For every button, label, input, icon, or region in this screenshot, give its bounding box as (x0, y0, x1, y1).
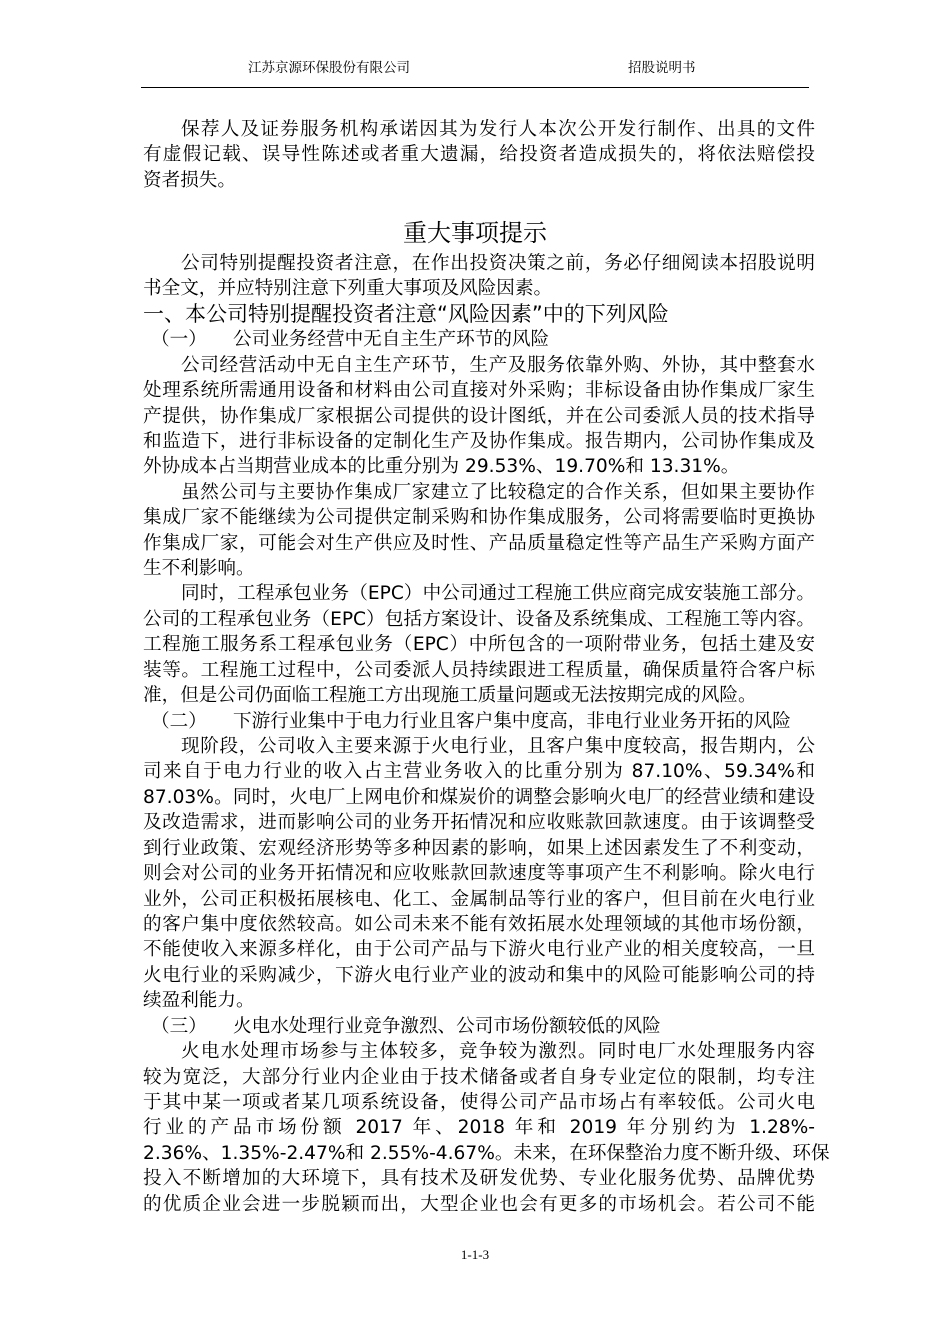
paragraph-line: 火电水处理市场参与主体较多，竞争较为激烈。同时电厂水处理服务内容 (181, 1041, 815, 1063)
subsection-title: 公司业务经营中无自主生产环节的风险 (233, 329, 550, 351)
paragraph-line: 司来自于电力行业的收入占主营业务收入的比重分别为 87.10%、59.34%和 (143, 761, 815, 783)
paragraph-line: 2.36%、1.35%-2.47%和 2.55%-4.67%。未来，在环保整治力度不断升级、环保 (143, 1142, 830, 1164)
paragraph-line: 书全文，并应特别注意下列重大事项及风险因素。 (143, 278, 553, 300)
paragraph-line: 业外，公司正积极拓展核电、化工、金属制品等行业的客户，但目前在火电行业 (143, 888, 815, 910)
document-body (143, 251, 830, 1217)
subsection-number: （二） (151, 710, 207, 732)
paragraph-line: 装等。工程施工过程中，公司委派人员持续跟进工程质量，确保质量符合客户标 (143, 659, 815, 681)
paragraph-line: 工程施工服务系工程承包业务（EPC）中所包含的一项附带业务，包括土建及安 (143, 634, 815, 656)
subsection-title: 火电水处理行业竞争激烈、公司市场份额较低的风险 (233, 1015, 661, 1037)
paragraph-line: 现阶段，公司收入主要来源于火电行业，且客户集中度较高，报告期内，公 (181, 736, 815, 758)
paragraph-line: 公司的工程承包业务（EPC）包括方案设计、设备及系统集成、工程施工等内容。 (143, 608, 815, 630)
subsection-heading (143, 709, 815, 734)
header-company-name: 江苏京源环保股份有限公司 (248, 60, 410, 76)
paragraph-line: 较为宽泛，大部分行业内企业由于技术储备或者自身专业定位的限制，均专注 (143, 1066, 815, 1088)
header-document-title: 招股说明书 (628, 60, 696, 76)
paragraph-line: 公司特别提醒投资者注意，在作出投资决策之前，务必仔细阅读本招股说明 (181, 253, 815, 274)
paragraph-line: 到行业政策、宏观经济形势等多种因素的影响，如果上述因素发生了不利变动， (143, 837, 815, 859)
subsection-title: 下游行业集中于电力行业且客户集中度高，非电行业业务开拓的风险 (233, 710, 791, 732)
paragraph-line: 火电行业的采购减少，下游火电行业产业的波动和集中的风险可能影响公司的持 (143, 964, 815, 986)
paragraph-line: 公司经营活动中无自主生产环节，生产及服务依靠外购、外协，其中整套水 (181, 354, 815, 376)
header-divider (141, 87, 809, 88)
paragraph-line: 不能使收入来源多样化，由于公司产品与下游火电行业产业的相关度较高，一旦 (143, 939, 815, 961)
paragraph (143, 480, 815, 582)
paragraph-line: 和监造下，进行非标设备的定制化生产及协作集成。报告期内，公司协作集成及 (143, 430, 815, 452)
paragraph-line: 产提供，协作集成厂家根据公司提供的设计图纸，并在公司委派人员的技术指导 (143, 405, 815, 427)
paragraph-line: 投入不断增加的大环境下，具有技术及研发优势、专业化服务优势、品牌优势 (143, 1168, 815, 1190)
paragraph-line: 行业的产品市场份额 2017 年、2018 年和 2019 年分别约为 1.28%- (143, 1117, 815, 1139)
paragraph-line: 的优质企业会进一步脱颖而出，大型企业也会有更多的市场机会。若公司不能 (143, 1193, 815, 1215)
section-heading: 一、本公司特别提醒投资者注意“风险因素”中的下列风险 (143, 301, 669, 326)
subsection-number: （三） (151, 1015, 207, 1037)
intro-paragraph (143, 117, 815, 193)
paragraph-line: 资者损失。 (143, 169, 236, 191)
paragraph-line: 生不利影响。 (143, 558, 255, 580)
paragraph-line: 虽然公司与主要协作集成厂家建立了比较稳定的合作关系，但如果主要协作 (181, 481, 815, 503)
paragraph-line: 作集成厂家，可能会对生产供应及时性、产品质量稳定性等产品生产采购方面产 (143, 532, 815, 554)
subsection-number: （一） (151, 329, 207, 351)
paragraph-line: 87.03%。同时，火电厂上网电价和煤炭价的调整会影响火电厂的经营业绩和建设 (143, 786, 815, 808)
paragraph-line: 于其中某一项或者某几项系统设备，使得公司产品市场占有率较低。公司火电 (143, 1091, 815, 1113)
paragraph-line: 外协成本占当期营业成本的比重分别为 29.53%、19.70%和 13.31%。 (143, 456, 740, 478)
paragraph-line: 续盈利能力。 (143, 990, 255, 1012)
paragraph-line: 则会对公司的业务开拓情况和应收账款回款速度等事项产生不利影响。除火电行 (143, 863, 815, 885)
paragraph (143, 353, 815, 480)
paragraph (143, 581, 815, 708)
paragraph-line: 及改造需求，进而影响公司的业务开拓情况和应收账款回款速度。由于该调整受 (143, 812, 815, 834)
paragraph-line: 保荐人及证券服务机构承诺因其为发行人本次公开发行制作、出具的文件 (181, 119, 815, 140)
subsection-heading (143, 327, 815, 352)
paragraph-line: 准，但是公司仍面临工程施工方出现施工质量问题或无法按期完成的风险。 (143, 685, 757, 707)
paragraph-line: 的客户集中度依然较高。如公司未来不能有效拓展水处理领域的其他市场份额， (143, 913, 815, 935)
paragraph-line: 同时，工程承包业务（EPC）中公司通过工程施工供应商完成安装施工部分。 (181, 583, 815, 605)
page-number: 1-1-3 (460, 1247, 490, 1262)
subsection-heading (143, 1014, 815, 1039)
paragraph (143, 251, 815, 302)
paragraph (143, 1039, 830, 1217)
paragraph (143, 734, 815, 1014)
page-title: 重大事项提示 (403, 219, 547, 247)
paragraph-line: 处理系统所需通用设备和材料由公司直接对外采购；非标设备由协作集成厂家生 (143, 380, 815, 402)
paragraph-line: 有虚假记载、误导性陈述或者重大遗漏，给投资者造成损失的，将依法赔偿投 (143, 144, 815, 166)
paragraph-line: 集成厂家不能继续为公司提供定制采购和协作集成服务，公司将需要临时更换协 (143, 507, 815, 529)
